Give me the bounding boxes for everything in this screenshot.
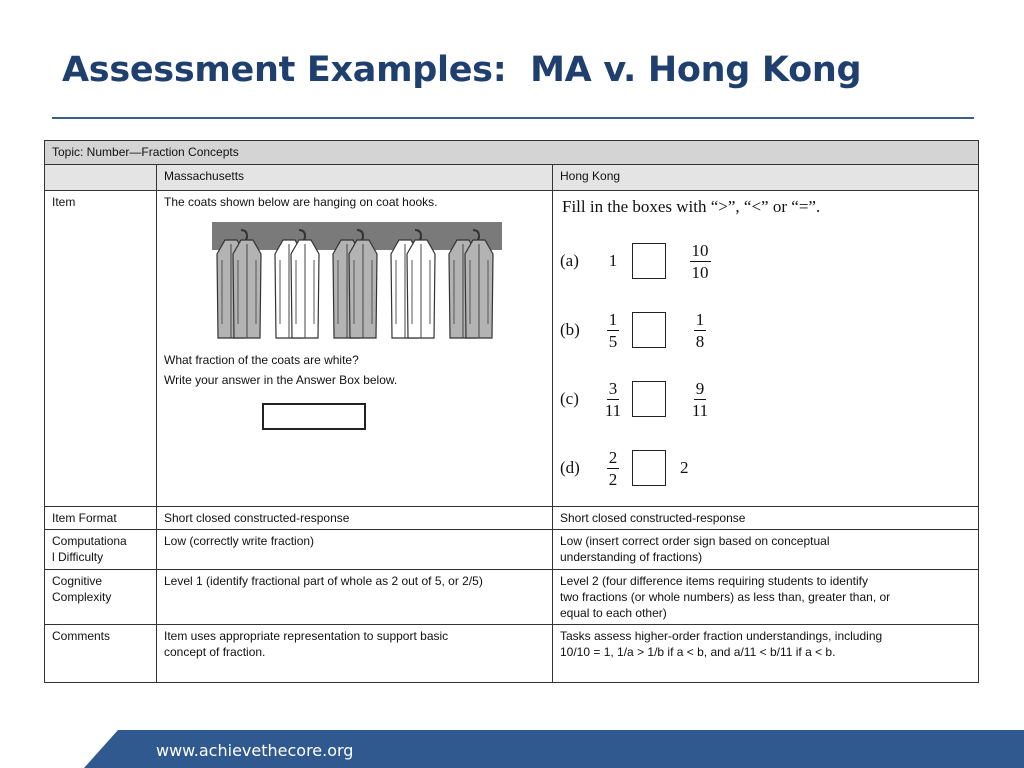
- coat-gray: [217, 230, 261, 338]
- fraction-numerator: 10: [691, 240, 709, 260]
- hk-item-format: Short closed constructed-response: [553, 506, 979, 529]
- ma-item-question: What fraction of the coats are white?: [164, 353, 359, 368]
- title-divider: [52, 117, 974, 119]
- ma-difficulty: Low (correctly write fraction): [157, 530, 553, 569]
- hk-answer-box[interactable]: [632, 243, 666, 279]
- item-format-row: [45, 506, 979, 529]
- cell-line: equal to each other): [560, 605, 667, 620]
- topic-row: [45, 141, 979, 165]
- hk-left-fraction: [598, 449, 628, 488]
- hk-item-cell: [553, 191, 979, 507]
- comments-row: [45, 625, 979, 683]
- fraction-denominator: 11: [604, 400, 622, 420]
- cell-line: concept of fraction.: [164, 645, 266, 660]
- comparison-table-wrap: [44, 140, 978, 683]
- coat-white: [391, 230, 435, 338]
- coats-illustration: [212, 220, 502, 344]
- fraction-denominator: 2: [608, 469, 618, 489]
- hk-item-label: (d): [560, 457, 580, 477]
- fraction-denominator: 5: [608, 331, 618, 351]
- footer-band: [0, 730, 1024, 768]
- ma-item-format: Short closed constructed-response: [157, 506, 553, 529]
- header-row: [45, 165, 979, 191]
- hk-answer-box[interactable]: [632, 381, 666, 417]
- hk-left-fraction: [598, 380, 628, 419]
- coats-drawing: [212, 220, 502, 344]
- hk-comments: [553, 625, 979, 683]
- row-label-item: Item: [45, 191, 157, 507]
- fraction-denominator: 10: [691, 262, 709, 282]
- hk-answer-box[interactable]: [632, 312, 666, 348]
- hk-answer-box[interactable]: [632, 450, 666, 486]
- hk-right-fraction: [680, 311, 720, 350]
- complexity-row: [45, 569, 979, 625]
- footer-url[interactable]: www.achievethecore.org: [156, 741, 354, 760]
- ma-item-cell: [157, 191, 553, 507]
- cell-line: Low (insert correct order sign based on conceptual: [560, 534, 830, 549]
- slide-title: Assessment Examples: MA v. Hong Kong: [62, 50, 862, 90]
- comparison-table: [44, 140, 979, 683]
- fraction-denominator: 11: [691, 400, 709, 420]
- hk-item-d: [560, 434, 971, 503]
- hk-left-value: 1: [608, 250, 618, 270]
- hk-item-b: [560, 296, 971, 365]
- coat-gray: [449, 230, 493, 338]
- row-label-line: Complexity: [52, 589, 112, 604]
- row-label-complexity: [45, 569, 157, 625]
- fraction-numerator: 1: [608, 309, 618, 329]
- ma-item-prompt: The coats shown below are hanging on coat hooks.: [164, 195, 438, 209]
- fraction-numerator: 1: [695, 309, 705, 329]
- answer-box[interactable]: [262, 403, 366, 430]
- coat-white: [275, 230, 319, 338]
- cell-line: 10/10 = 1, 1/a > 1/b if a < b, and a/11 < b/11 if a < b.: [560, 645, 836, 660]
- hk-complexity: [553, 569, 979, 625]
- hk-instruction: Fill in the boxes with “>”, “<” or “=”.: [562, 197, 821, 216]
- difficulty-row: [45, 530, 979, 569]
- hk-difficulty: [553, 530, 979, 569]
- header-hong-kong: Hong Kong: [553, 165, 979, 191]
- cell-line: understanding of fractions): [560, 550, 703, 565]
- row-label-line: l Difficulty: [52, 550, 104, 565]
- hk-right-fraction: [680, 242, 720, 281]
- ma-complexity: Level 1 (identify fractional part of whole as 2 out of 5, or 2/5): [157, 569, 553, 625]
- hk-item-label: (a): [560, 250, 579, 270]
- hk-item-a: [560, 227, 971, 296]
- cell-line: two fractions (or whole numbers) as less than, greater than, or: [560, 589, 891, 604]
- hk-left-fraction: [598, 311, 628, 350]
- topic-cell: Topic: Number—Fraction Concepts: [45, 141, 979, 165]
- cell-line: Tasks assess higher-order fraction understandings, including: [560, 629, 883, 644]
- hk-item-label: (b): [560, 319, 580, 339]
- fraction-denominator: 8: [695, 331, 705, 351]
- cell-line: Item uses appropriate representation to support basic: [164, 629, 449, 644]
- hk-item-c: [560, 365, 971, 434]
- row-label-item-format: Item Format: [45, 506, 157, 529]
- row-label-line: Cognitive: [52, 573, 103, 588]
- row-label-comments: Comments: [45, 625, 157, 683]
- hk-item-label: (c): [560, 388, 579, 408]
- hk-right-fraction: [680, 380, 720, 419]
- hk-right-value: 2: [680, 457, 689, 477]
- header-blank-cell: [45, 165, 157, 191]
- header-massachusetts: Massachusetts: [157, 165, 553, 191]
- row-label-difficulty: [45, 530, 157, 569]
- cell-line: Level 2 (four difference items requiring students to identify: [560, 573, 868, 588]
- ma-item-instruction: Write your answer in the Answer Box below.: [164, 373, 398, 388]
- coat-gray: [333, 230, 377, 338]
- row-label-line: Computationa: [52, 534, 127, 549]
- fraction-numerator: 9: [695, 378, 705, 398]
- fraction-numerator: 3: [608, 378, 618, 398]
- ma-comments: [157, 625, 553, 683]
- fraction-numerator: 2: [608, 447, 618, 467]
- item-row: [45, 191, 979, 507]
